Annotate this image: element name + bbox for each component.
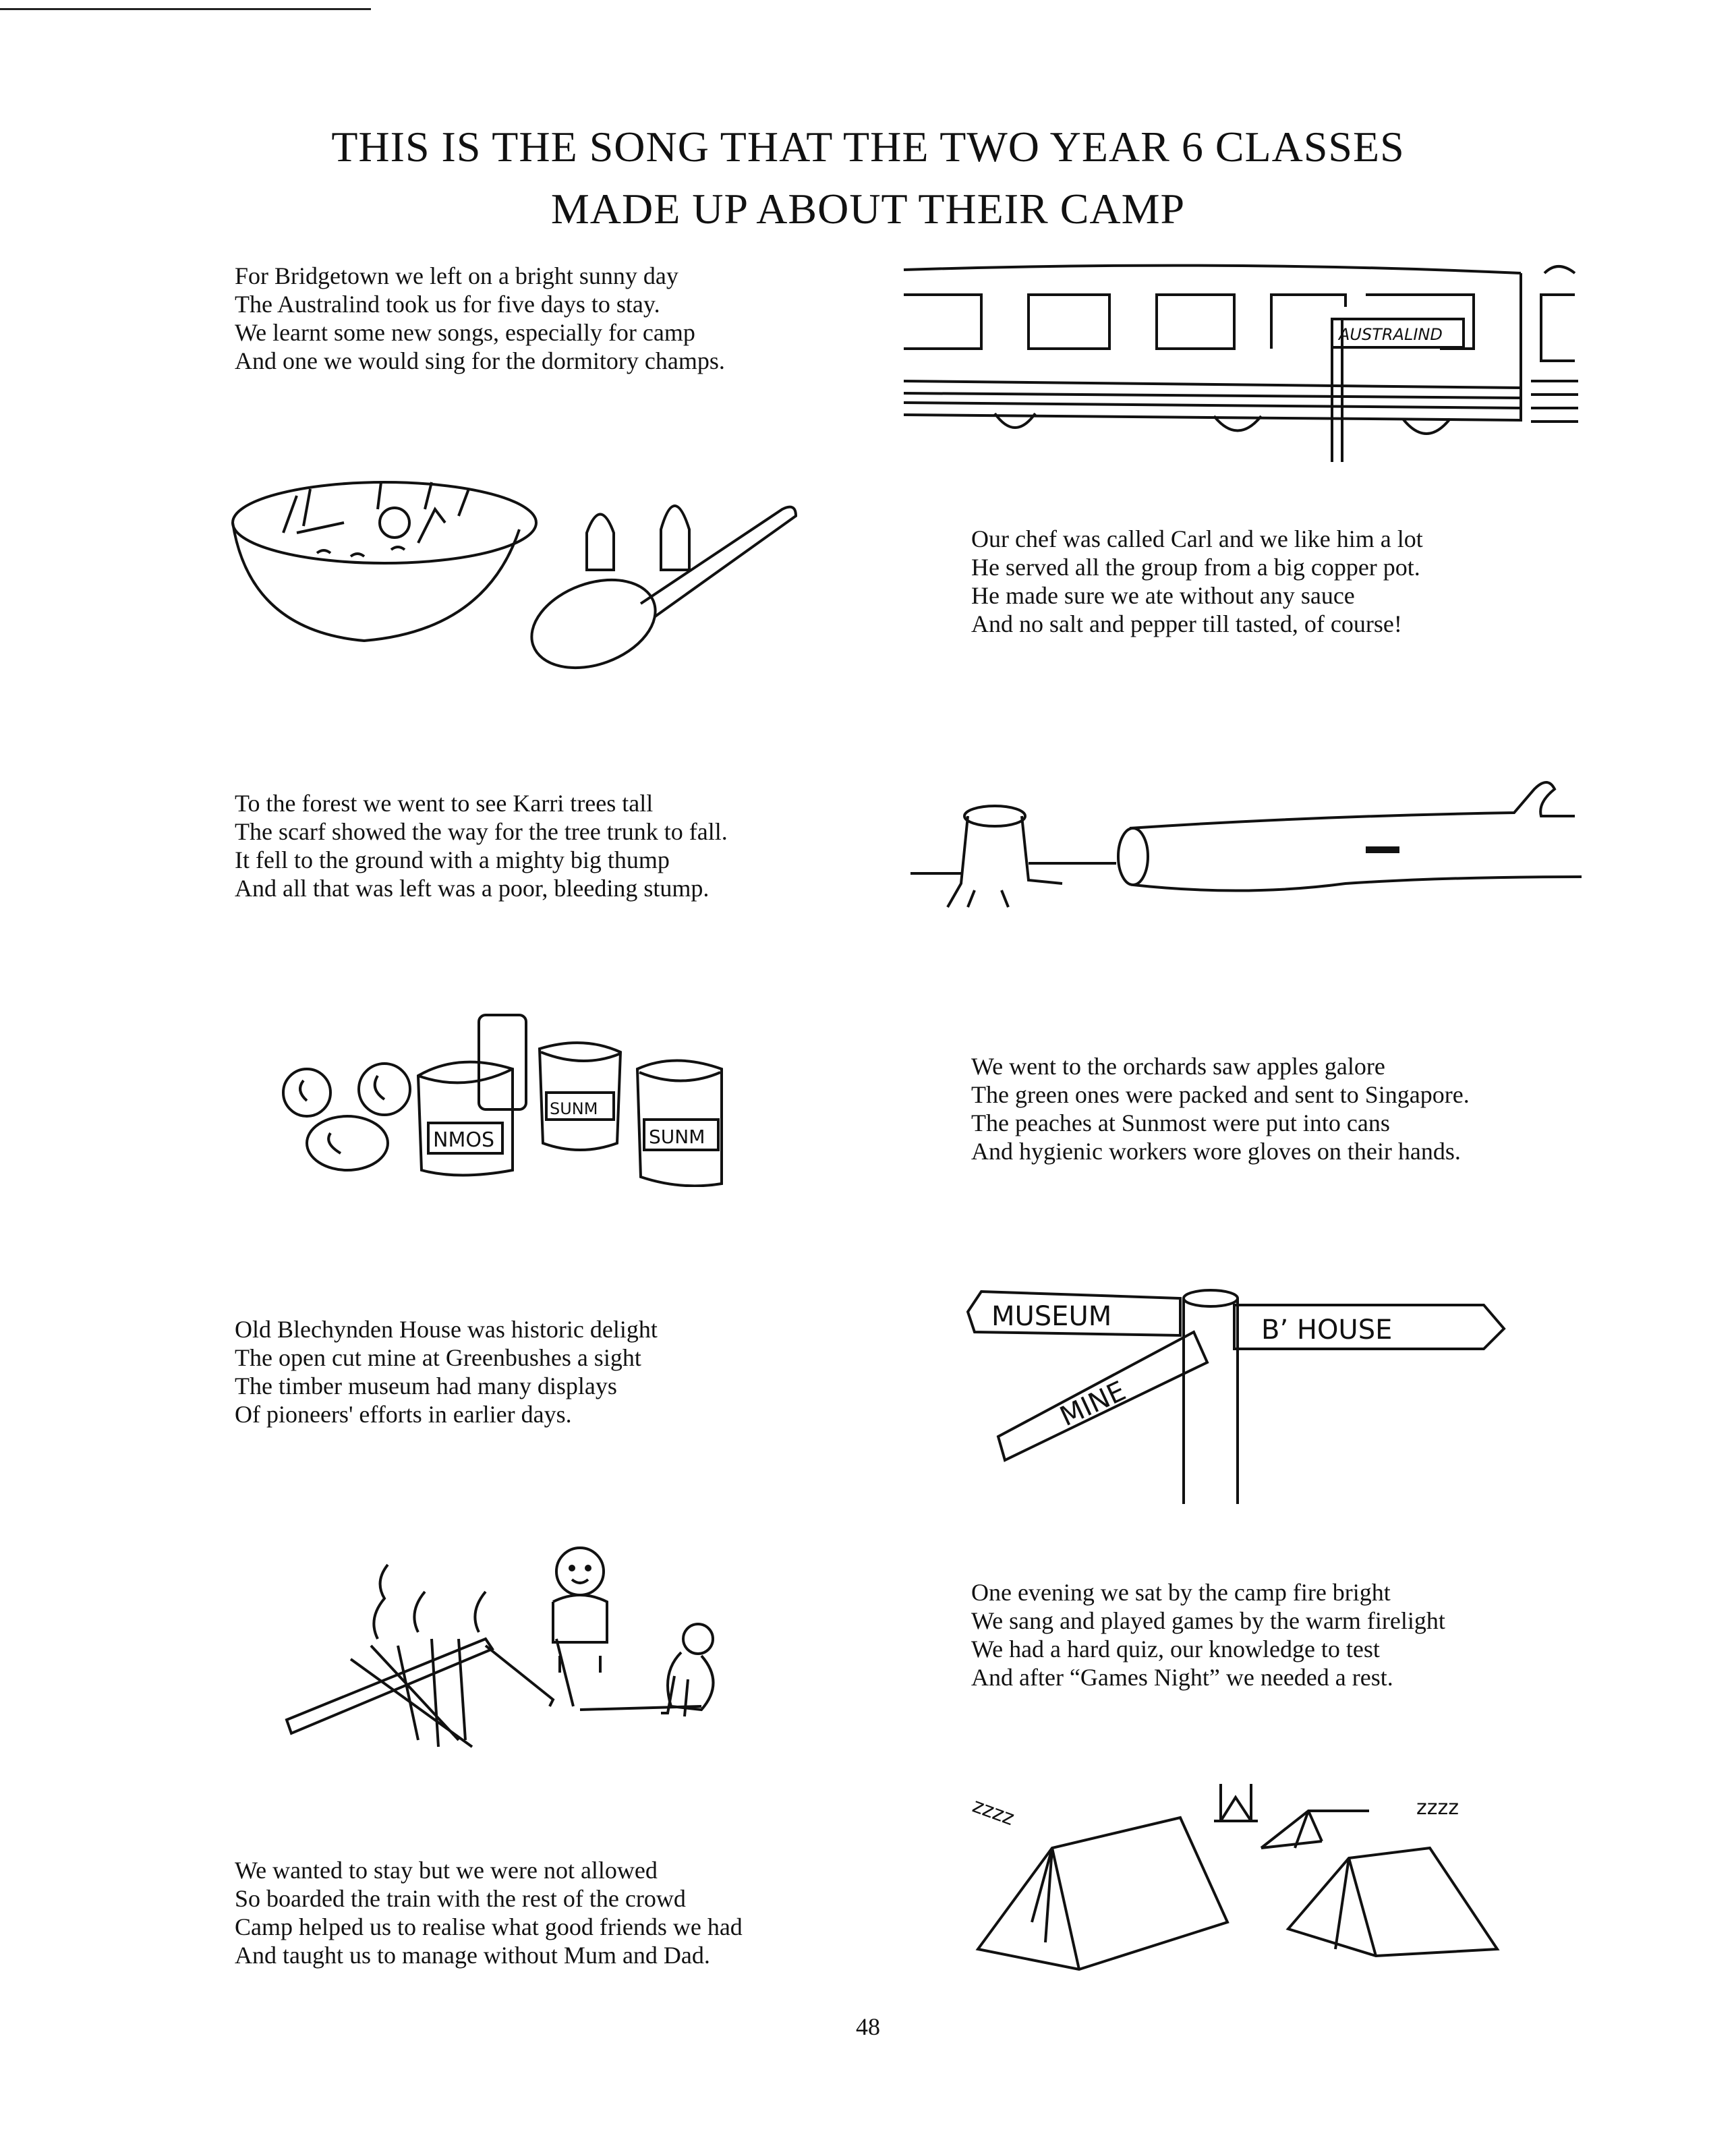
train-drawing — [900, 260, 1582, 465]
kitchen-drawing — [202, 469, 809, 691]
train-sign-text: AUSTRALIND — [1339, 325, 1443, 344]
verse-line: We had a hard quiz, our knowledge to test — [971, 1636, 1380, 1662]
verse-line: Our chef was called Carl and we like him a lot — [971, 525, 1423, 552]
verse-line: Camp helped us to realise what good friends we had — [235, 1913, 743, 1940]
verse-line: And hygienic workers wore gloves on their hands. — [971, 1138, 1461, 1165]
tents-drawing — [958, 1767, 1524, 1983]
can-label-1: NMOS — [433, 1128, 494, 1152]
verse-line: The peaches at Sunmost were put into cans — [971, 1109, 1390, 1136]
verse-line: So boarded the train with the rest of the crowd — [235, 1885, 686, 1912]
title-line-1: THIS IS THE SONG THAT THE TWO YEAR 6 CLASSES — [331, 123, 1405, 171]
house-sign-text: B’ HOUSE — [1261, 1314, 1393, 1346]
verse-2 — [971, 525, 1423, 638]
top-rule — [0, 8, 371, 10]
verse-line: The scarf showed the way for the tree trunk to fall. — [235, 818, 728, 845]
verse-line: To the forest we went to see Karri trees tall — [235, 790, 654, 817]
title-line-2: MADE UP ABOUT THEIR CAMP — [550, 185, 1186, 233]
verse-line: The green ones were packed and sent to Singapore. — [971, 1081, 1470, 1108]
can-label-2: SUNM — [550, 1099, 598, 1118]
mine-sign-text: MINE — [1055, 1375, 1131, 1433]
verse-line: One evening we sat by the camp fire bright — [971, 1579, 1391, 1606]
verse-line: And all that was left was a poor, bleeding stump. — [235, 875, 710, 902]
stump-log-drawing — [907, 776, 1595, 931]
verse-line: And no salt and pepper till tasted, of course! — [971, 610, 1402, 637]
verse-line: And taught us to manage without Mum and Dad. — [235, 1942, 710, 1969]
verse-line: It fell to the ground with a mighty big thump — [235, 846, 670, 873]
verse-5 — [235, 1315, 658, 1428]
verse-line: We wanted to stay but we were not allowed — [235, 1857, 658, 1884]
verse-line: He served all the group from a big copper pot. — [971, 554, 1420, 581]
verse-line: We learnt some new songs, especially for camp — [235, 319, 695, 346]
verse-line: The open cut mine at Greenbushes a sight — [235, 1344, 641, 1371]
verse-line: Of pioneers' efforts in earlier days. — [235, 1401, 572, 1428]
verse-line: And after “Games Night” we needed a rest. — [971, 1664, 1393, 1691]
verse-3 — [235, 789, 728, 902]
verse-line: He made sure we ate without any sauce — [971, 582, 1355, 609]
page-number: 48 — [856, 2013, 880, 2040]
can-label-3: SUNM — [649, 1126, 705, 1148]
museum-sign-text: MUSEUM — [991, 1301, 1112, 1332]
verse-line: We went to the orchards saw apples galore — [971, 1053, 1385, 1080]
verse-line: Old Blechynden House was historic delight — [235, 1316, 658, 1343]
verse-line: For Bridgetown we left on a bright sunny day — [235, 262, 678, 289]
verse-line: We sang and played games by the warm firelight — [971, 1607, 1445, 1634]
verse-line: The Australind took us for five days to stay. — [235, 291, 660, 318]
signpost-drawing — [964, 1281, 1517, 1504]
zzz-left-text: zzzz — [969, 1793, 1018, 1831]
verse-line: The timber museum had many displays — [235, 1372, 617, 1399]
verse-6 — [971, 1578, 1445, 1691]
orchard-cans-drawing — [277, 1005, 749, 1187]
zzz-right-text: zzzz — [1416, 1796, 1459, 1820]
page-title — [0, 116, 1736, 240]
verse-4 — [971, 1052, 1470, 1165]
verse-1 — [235, 262, 725, 375]
verse-line: And one we would sing for the dormitory champs. — [235, 347, 725, 374]
verse-7 — [235, 1856, 743, 1969]
campfire-drawing — [283, 1538, 755, 1754]
